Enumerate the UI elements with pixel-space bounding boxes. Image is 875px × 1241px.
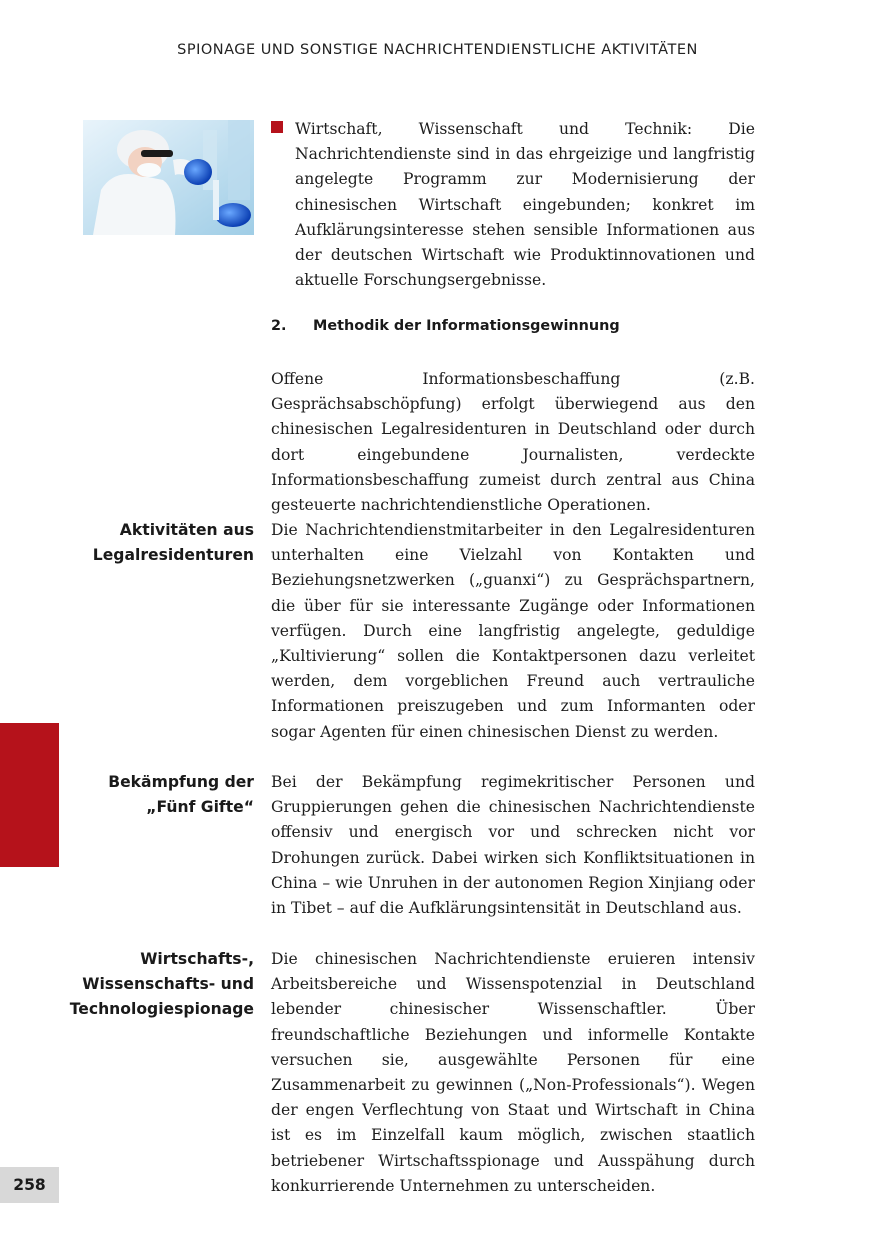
side-label-spionage bbox=[60, 947, 254, 1023]
paragraph-intro: Offene Informationsbeschaffung (z.B. Gesprächsabschöpfung) erfolgt überwiegend aus den chinesischen Legalresidenturen in Deutschland oder durch dort eingebundene Journalisten, verdeckte Informationsbeschaffung zumeist durch zentral aus China gesteuerte nachrichtendienstliche Operationen. bbox=[271, 370, 755, 515]
chapter-marker-bar bbox=[0, 723, 59, 867]
laboratory-photo bbox=[83, 120, 254, 235]
bullet-text: Wirtschaft, Wissenschaft und Technik: Die Nachrichtendienste sind in das ehrgeizige und langfristig angelegte Programm zur Modernisierung der chinesischen Wirtschaft eingebunden; konkret im Aufklärungsinteresse stehen sensible Informationen aus der deutschen Wirtschaft wie Produktinnovationen und aktuelle Forschungsergebnisse. bbox=[295, 120, 755, 290]
side-label-line: Technologiespionage bbox=[69, 1000, 254, 1019]
page-number: 258 bbox=[0, 1167, 59, 1203]
side-label-fuenf-gifte bbox=[60, 770, 254, 820]
side-label-legalresidenturen bbox=[60, 518, 254, 568]
paragraph-fuenf-gifte: Bei der Bekämpfung regimekritischer Personen und Gruppierungen gehen die chinesischen Nachrichtendienste offensiv und energisch vor und schrecken nicht vor Drohungen zurück. Dabei wirken sich Konfliktsituationen in China – wie Unruhen in der autonomen Region Xinjiang oder in Tibet – auf die Aufklärungsintensität in Deutschland aus. bbox=[271, 773, 755, 918]
section-title: Methodik der Informationsgewinnung bbox=[313, 318, 620, 334]
side-label-line: Wirtschafts-, bbox=[140, 950, 254, 968]
side-label-line: Bekämpfung der bbox=[108, 773, 254, 791]
bullet-square-icon bbox=[271, 121, 283, 133]
paragraph-spionage: Die chinesischen Nachrichtendienste eruieren intensiv Arbeitsbereiche und Wissenspotenzial in Deutschland lebender chinesischer Wissenschaftler. Über freundschaftliche Beziehungen und informelle Kontakte versuchen sie, ausgewählte Personen für eine Zusammenarbeit zu gewinnen („Non-Professionals“). Wegen der engen Verflechtung von Staat und Wirtschaft in China ist es im Einzelfall kaum möglich, zwischen staatlich betriebener Wirtschaftsspionage und Ausspähung durch konkurrierende Unternehmen zu unterscheiden. bbox=[271, 950, 755, 1195]
side-label-line: Aktivitäten aus bbox=[119, 521, 254, 539]
side-label-line: Wissenschafts- und bbox=[82, 975, 254, 994]
section-number: 2. bbox=[271, 318, 287, 334]
side-label-line: „Fünf Gifte“ bbox=[146, 798, 254, 817]
paragraph-legalresidenturen: Die Nachrichtendienstmitarbeiter in den Legalresidenturen unterhalten eine Vielzahl von Kontakten und Beziehungsnetzwerken („guanxi“) zu Gesprächspartnern, die über für sie interessante Zugänge oder Informationen verfügen. Durch eine langfristig angelegte, geduldige „Kultivierung“ sollen die Kontaktpersonen dazu verleitet werden, dem vorgeblichen Freund auch vertrauliche Informationen preiszugeben und zum Informanten oder sogar Agenten für einen chinesischen Dienst zu werden. bbox=[271, 521, 755, 741]
bullet-item bbox=[271, 117, 755, 293]
section-heading bbox=[271, 318, 620, 334]
running-header: SPIONAGE UND SONSTIGE NACHRICHTENDIENSTLICHE AKTIVITÄTEN bbox=[177, 42, 698, 58]
side-label-line: Legalresidenturen bbox=[92, 546, 254, 565]
